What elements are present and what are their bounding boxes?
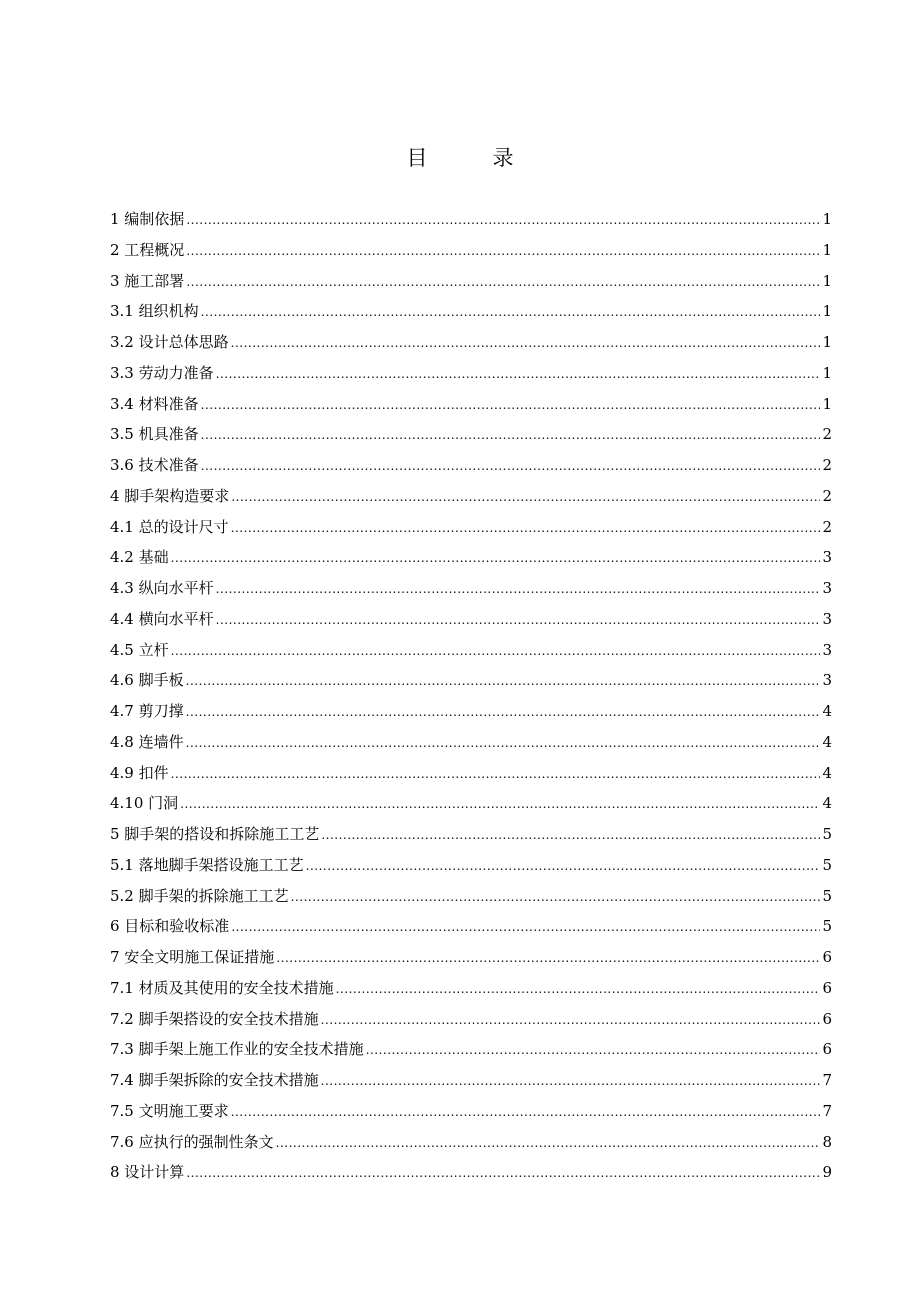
- toc-entry-page-number: 1: [822, 240, 832, 259]
- toc-entry[interactable]: [110, 1157, 832, 1188]
- toc-entry-page-number: 4: [822, 732, 832, 751]
- toc-entry-label: 1 编制依据: [110, 210, 185, 228]
- toc-entry-page-number: 1: [822, 394, 832, 413]
- toc-entry[interactable]: [110, 389, 832, 420]
- toc-entry-page-number: 6: [822, 978, 832, 997]
- toc-entry-page-number: 3: [822, 548, 832, 567]
- toc-dot-leader: [231, 327, 821, 359]
- toc-entry[interactable]: [110, 1004, 832, 1035]
- toc-entry[interactable]: [110, 635, 832, 666]
- toc-entry[interactable]: [110, 911, 832, 942]
- toc-entry-label: 7.2 脚手架搭设的安全技术措施: [110, 1009, 319, 1028]
- toc-entry-label: 7.3 脚手架上施工作业的安全技术措施: [110, 1040, 364, 1059]
- toc-entry-label: 6 目标和验收标准: [110, 917, 230, 936]
- toc-entry[interactable]: [110, 604, 832, 635]
- toc-dot-leader: [186, 204, 820, 236]
- toc-entry-page-number: 8: [822, 1132, 832, 1151]
- toc-entry-label: 4.1 总的设计尺寸: [110, 517, 229, 536]
- toc-entry-page-number: 5: [822, 825, 832, 843]
- toc-entry-label: 4.6 脚手板: [110, 671, 184, 690]
- toc-entry-label: 4.8 连墙件: [110, 732, 184, 751]
- toc-dot-leader: [186, 1157, 820, 1189]
- toc-entry-page-number: 5: [822, 917, 832, 936]
- toc-entry-page-number: 2: [822, 456, 832, 474]
- toc-dot-leader: [201, 296, 821, 328]
- toc-dot-leader: [201, 419, 821, 451]
- toc-entry-label: 7 安全文明施工保证措施: [110, 948, 275, 966]
- toc-entry[interactable]: [110, 481, 832, 512]
- toc-entry-page-number: 6: [822, 948, 832, 966]
- toc-entry-label: 3.5 机具准备: [110, 425, 199, 444]
- toc-entry-label: 5.2 脚手架的拆除施工工艺: [110, 886, 289, 905]
- toc-dot-leader: [186, 696, 821, 728]
- toc-entry[interactable]: [110, 850, 832, 881]
- toc-dot-leader: [231, 481, 820, 513]
- toc-entry[interactable]: [110, 512, 832, 543]
- toc-entry-page-number: 4: [822, 794, 832, 813]
- toc-entry[interactable]: [110, 696, 832, 727]
- toc-entry[interactable]: [110, 358, 832, 389]
- toc-entry-page-number: 1: [822, 302, 832, 321]
- toc-entry-label: 2 工程概况: [110, 240, 185, 259]
- toc-entry-page-number: 4: [822, 702, 832, 720]
- toc-entry[interactable]: [110, 573, 832, 604]
- toc-entry-label: 3 施工部署: [110, 271, 185, 290]
- toc-dot-leader: [336, 973, 821, 1005]
- toc-entry[interactable]: [110, 973, 832, 1004]
- toc-entry-label: 4.2 基础: [110, 548, 169, 567]
- toc-entry-page-number: 3: [822, 579, 832, 597]
- toc-entry-label: 4.10 门洞: [110, 794, 179, 813]
- toc-entry-label: 3.2 设计总体思路: [110, 333, 229, 351]
- toc-dot-leader: [276, 1127, 821, 1159]
- toc-dot-leader: [231, 512, 821, 544]
- toc-dot-leader: [186, 727, 821, 759]
- toc-entry-label: 3.4 材料准备: [110, 394, 199, 413]
- toc-entry[interactable]: [110, 450, 832, 481]
- toc-entry[interactable]: [110, 1065, 832, 1096]
- toc-dot-leader: [186, 266, 820, 298]
- table-of-contents: [110, 204, 832, 1188]
- toc-entry[interactable]: [110, 1034, 832, 1065]
- toc-entry[interactable]: [110, 819, 832, 850]
- toc-entry[interactable]: [110, 327, 832, 358]
- toc-dot-leader: [171, 635, 821, 667]
- toc-dot-leader: [180, 788, 820, 820]
- toc-dot-leader: [186, 665, 821, 697]
- toc-dot-leader: [201, 450, 821, 482]
- toc-entry-label: 4 脚手架构造要求: [110, 486, 230, 505]
- toc-entry-label: 3.3 劳动力准备: [110, 363, 214, 382]
- toc-entry-label: 8 设计计算: [110, 1163, 185, 1182]
- toc-dot-leader: [321, 1004, 821, 1036]
- toc-entry-page-number: 1: [822, 271, 832, 290]
- toc-entry-page-number: 1: [822, 333, 832, 351]
- toc-entry-page-number: 1: [822, 363, 832, 382]
- toc-entry[interactable]: [110, 788, 832, 819]
- toc-dot-leader: [171, 542, 821, 574]
- toc-entry[interactable]: [110, 881, 832, 912]
- page-title: 目 录: [406, 146, 536, 170]
- toc-entry[interactable]: [110, 1096, 832, 1127]
- toc-dot-leader: [216, 573, 821, 605]
- toc-entry-page-number: 3: [822, 609, 832, 628]
- toc-dot-leader: [231, 911, 820, 943]
- toc-entry-page-number: 6: [822, 1040, 832, 1059]
- toc-dot-leader: [231, 1096, 821, 1128]
- toc-entry-page-number: 5: [822, 855, 832, 874]
- toc-entry-label: 7.4 脚手架拆除的安全技术措施: [110, 1071, 319, 1089]
- toc-dot-leader: [366, 1034, 821, 1066]
- toc-entry-label: 7.6 应执行的强制性条文: [110, 1132, 274, 1151]
- toc-entry[interactable]: [110, 235, 832, 266]
- toc-entry-label: 5 脚手架的搭设和拆除施工工艺: [110, 825, 320, 843]
- toc-entry[interactable]: [110, 204, 832, 235]
- toc-entry[interactable]: [110, 542, 832, 573]
- toc-entry-label: 7.1 材质及其使用的安全技术措施: [110, 978, 334, 997]
- toc-dot-leader: [276, 942, 820, 974]
- toc-entry-page-number: 3: [822, 671, 832, 690]
- toc-entry-label: 7.5 文明施工要求: [110, 1101, 229, 1120]
- toc-entry-page-number: 4: [822, 763, 832, 782]
- toc-entry-page-number: 9: [822, 1163, 832, 1182]
- toc-entry-label: 3.1 组织机构: [110, 302, 199, 321]
- toc-entry[interactable]: [110, 296, 832, 327]
- toc-dot-leader: [216, 358, 821, 390]
- toc-entry-page-number: 5: [822, 886, 832, 905]
- toc-entry[interactable]: [110, 266, 832, 297]
- toc-entry[interactable]: [110, 727, 832, 758]
- toc-entry[interactable]: [110, 1127, 832, 1158]
- toc-entry[interactable]: [110, 942, 832, 973]
- toc-entry-page-number: 2: [822, 425, 832, 444]
- toc-entry-page-number: 2: [822, 517, 832, 536]
- toc-entry[interactable]: [110, 758, 832, 789]
- toc-entry-label: 3.6 技术准备: [110, 456, 199, 474]
- toc-entry-page-number: 6: [822, 1009, 832, 1028]
- toc-dot-leader: [321, 819, 820, 851]
- toc-dot-leader: [306, 850, 821, 882]
- toc-entry-label: 4.3 纵向水平杆: [110, 579, 214, 597]
- toc-dot-leader: [201, 389, 821, 421]
- toc-entry-label: 4.5 立杆: [110, 640, 169, 659]
- toc-entry-page-number: 7: [822, 1101, 832, 1120]
- toc-entry-label: 5.1 落地脚手架搭设施工工艺: [110, 855, 304, 874]
- toc-dot-leader: [321, 1065, 821, 1097]
- toc-entry-page-number: 1: [822, 210, 832, 228]
- toc-dot-leader: [291, 881, 821, 913]
- toc-dot-leader: [216, 604, 821, 636]
- toc-entry-page-number: 2: [822, 486, 832, 505]
- toc-entry[interactable]: [110, 419, 832, 450]
- toc-dot-leader: [186, 235, 820, 267]
- toc-entry[interactable]: [110, 665, 832, 696]
- toc-entry-label: 4.4 横向水平杆: [110, 609, 214, 628]
- toc-entry-label: 4.7 剪刀撑: [110, 702, 184, 720]
- toc-dot-leader: [171, 758, 821, 790]
- toc-entry-page-number: 3: [822, 640, 832, 659]
- toc-entry-page-number: 7: [822, 1071, 832, 1089]
- toc-entry-label: 4.9 扣件: [110, 763, 169, 782]
